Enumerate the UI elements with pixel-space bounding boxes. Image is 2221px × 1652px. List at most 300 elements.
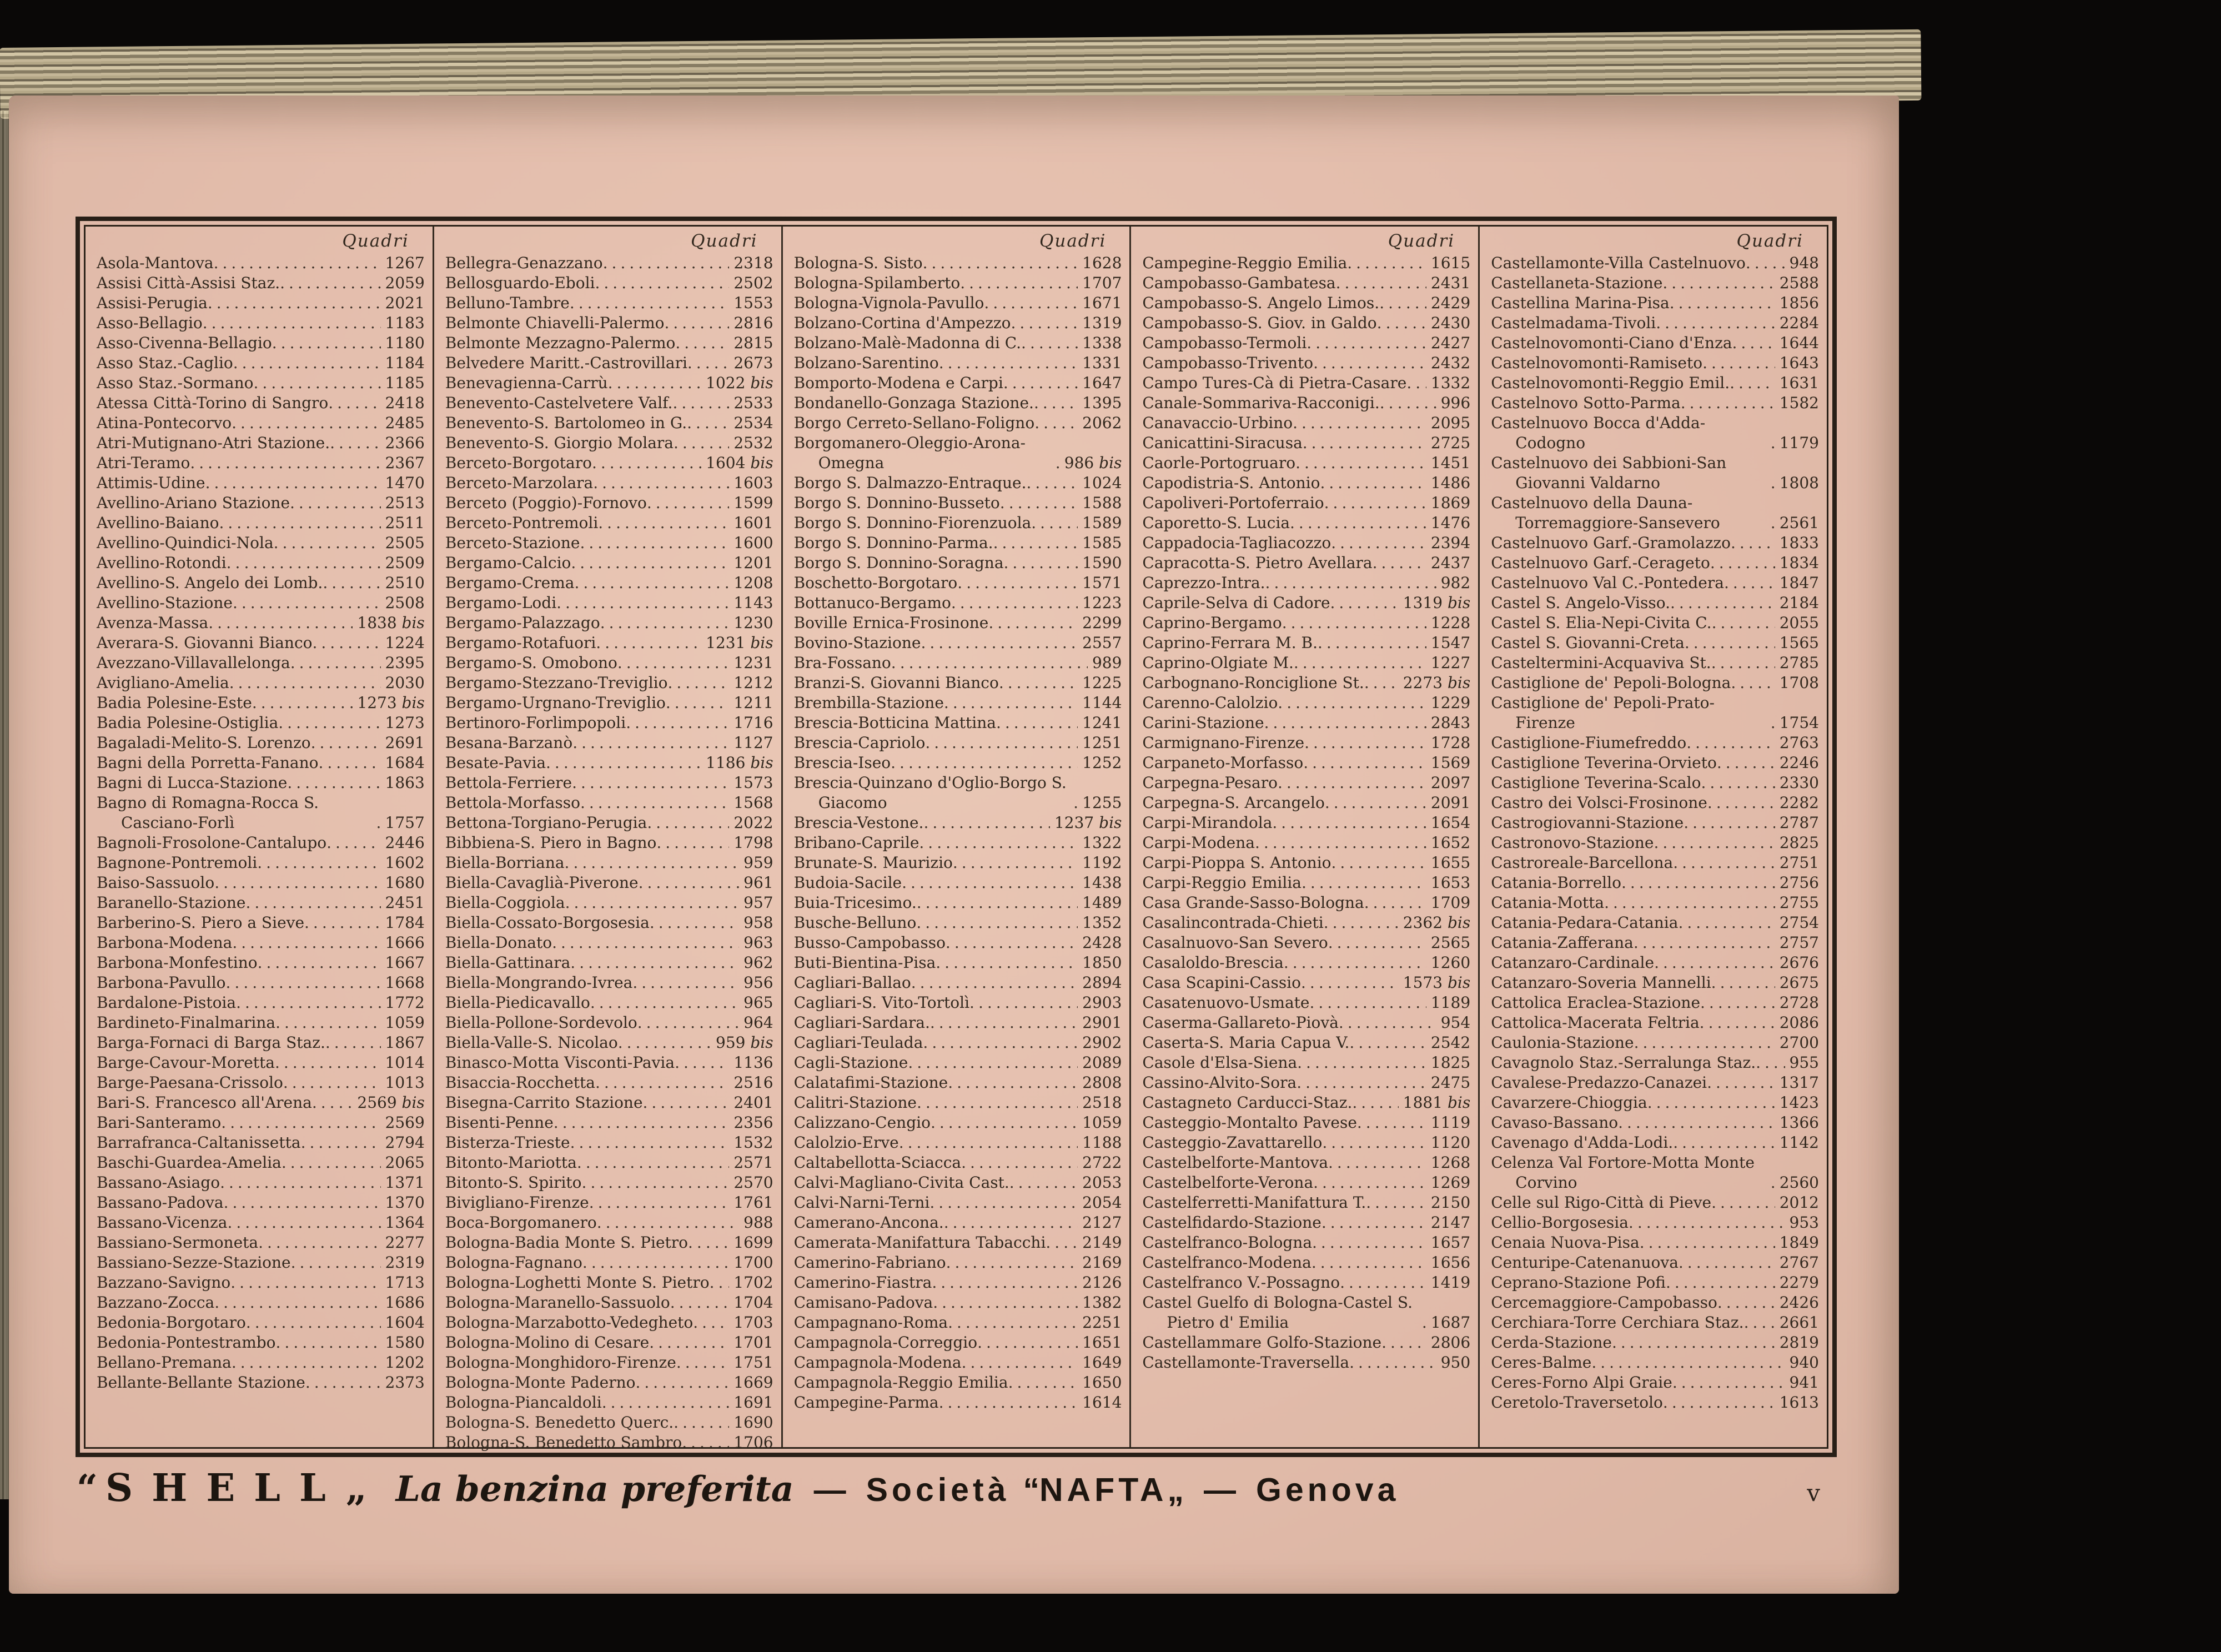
quadro-number: 1319 bis xyxy=(1403,594,1471,612)
route-name: Biella-Cavaglià-Piverone xyxy=(445,873,639,892)
dot-leader xyxy=(224,1193,381,1213)
route-name: Bardalone-Pistoia xyxy=(97,993,237,1012)
quadro-number: 1120 xyxy=(1430,1133,1471,1152)
index-row xyxy=(1491,253,1819,273)
index-row xyxy=(445,973,773,993)
route-name: Brescia-Iseo xyxy=(793,754,891,772)
index-row xyxy=(445,1313,773,1333)
index-row xyxy=(97,413,425,433)
quadro-number: 2532 xyxy=(733,434,773,452)
dot-leader xyxy=(1322,1133,1426,1153)
quadro-number: 955 xyxy=(1789,1053,1819,1072)
route-name: Bergamo-Rotafuori xyxy=(445,634,596,652)
dot-leader xyxy=(1056,453,1060,473)
index-row xyxy=(97,533,425,553)
dot-leader xyxy=(565,893,740,913)
quadro-number: 963 xyxy=(743,933,773,952)
dot-leader xyxy=(1685,633,1775,653)
dot-leader xyxy=(582,1173,730,1193)
quadro-number: 2794 xyxy=(385,1133,425,1152)
index-column-4 xyxy=(1131,227,1480,1447)
dot-leader xyxy=(1654,953,1775,973)
route-name: Bazzano-Zocca xyxy=(97,1293,215,1312)
quadro-number: 1713 xyxy=(385,1273,425,1292)
dot-leader xyxy=(233,353,381,373)
index-row xyxy=(97,393,425,413)
index-row xyxy=(445,833,773,853)
dot-leader xyxy=(1621,873,1775,893)
index-row xyxy=(1491,1313,1819,1333)
route-name: Campobasso-S. Giov. in Galdo xyxy=(1142,314,1377,332)
index-row xyxy=(1491,1033,1819,1053)
quadro-number: 2401 xyxy=(733,1093,773,1112)
index-row xyxy=(1491,753,1819,773)
route-name: Avigliano-Amelia xyxy=(97,674,229,692)
dot-leader xyxy=(1004,553,1078,573)
quadro-number: 1655 xyxy=(1430,853,1471,872)
dot-leader xyxy=(672,393,729,413)
quadro-number: 961 xyxy=(743,873,773,892)
index-row xyxy=(794,853,1122,873)
index-row xyxy=(1491,1333,1819,1353)
index-row xyxy=(1142,593,1470,613)
route-name: Borgomanero-Oleggio-Arona-Omegna xyxy=(793,434,1026,472)
dot-leader xyxy=(1756,1053,1785,1073)
route-name: Catanzaro-Cardinale xyxy=(1491,953,1655,972)
quadro-number: 2700 xyxy=(1779,1033,1819,1052)
dot-leader xyxy=(1640,1233,1775,1253)
quadro-number: 1332 xyxy=(1430,374,1471,392)
route-name: Bergamo-Lodi xyxy=(445,594,557,612)
index-row xyxy=(445,713,773,733)
dot-leader xyxy=(376,813,381,833)
column-header-quadri: Quadri xyxy=(1039,231,1107,251)
index-row xyxy=(1491,1273,1819,1293)
dot-leader xyxy=(1707,1073,1775,1093)
dot-leader xyxy=(600,613,730,633)
page-signature-mark: v xyxy=(1807,1479,1820,1507)
route-name: Bitonto-Mariotta xyxy=(445,1153,577,1172)
route-name: Castelfidardo-Stazione xyxy=(1142,1213,1321,1232)
dot-leader xyxy=(305,1373,381,1393)
index-row xyxy=(1142,1193,1470,1213)
index-row xyxy=(445,1233,773,1253)
ad-city-genova: Genova xyxy=(1255,1472,1400,1508)
quadro-number: 1438 xyxy=(1082,873,1122,892)
index-row xyxy=(1142,733,1470,753)
route-name: Castellamonte-Traversella xyxy=(1142,1353,1350,1372)
index-row xyxy=(1142,1073,1470,1093)
index-row xyxy=(1491,773,1819,793)
route-name: Bolzano-Malè-Madonna di C. xyxy=(793,334,1022,352)
quadro-number: 1186 bis xyxy=(706,754,773,772)
index-row xyxy=(794,1213,1122,1233)
dot-leader xyxy=(582,1253,729,1273)
dot-leader xyxy=(1357,1113,1426,1133)
dot-leader xyxy=(916,913,1078,933)
index-row xyxy=(1142,333,1470,353)
dot-leader xyxy=(330,433,380,453)
index-row xyxy=(1142,633,1470,653)
dot-leader xyxy=(944,693,1078,713)
dot-leader xyxy=(1331,533,1426,553)
quadro-number: 1208 xyxy=(733,574,773,592)
quadro-number: 1059 xyxy=(1082,1113,1122,1132)
quadro-number: 2785 xyxy=(1779,654,1819,672)
quadro-number: 2505 xyxy=(385,534,425,552)
dot-leader xyxy=(682,1433,729,1453)
column-header-quadri: Quadri xyxy=(342,231,409,251)
route-name: Boville Ernica-Frosinone xyxy=(793,614,989,632)
index-row xyxy=(1491,993,1819,1013)
route-name: Castellaneta-Stazione xyxy=(1491,274,1663,292)
route-name: Castagneto Carducci-Staz. xyxy=(1142,1093,1353,1112)
index-row xyxy=(1491,973,1819,993)
index-row xyxy=(445,1033,773,1053)
route-name: Casaloldo-Brescia xyxy=(1142,953,1284,972)
quadro-number: 1701 xyxy=(733,1333,773,1352)
route-name: Barberino-S. Piero a Sieve xyxy=(97,913,305,932)
quadro-number: 1268 xyxy=(1430,1153,1471,1172)
index-row xyxy=(97,253,425,273)
route-name: Castellina Marina-Pisa xyxy=(1491,294,1670,312)
quadro-number: 1703 xyxy=(733,1313,773,1332)
index-row xyxy=(97,1053,425,1073)
quadro-number: 1588 xyxy=(1082,494,1122,512)
quadro-number: 962 xyxy=(743,953,773,972)
index-row xyxy=(97,1173,425,1193)
quadro-number: 1628 xyxy=(1082,254,1122,272)
route-name: Campobasso-Gambatesa xyxy=(1142,274,1336,292)
route-name: Camerata-Manifattura Tabacchi xyxy=(793,1233,1046,1252)
route-name: Bellano-Premana xyxy=(97,1353,232,1372)
dot-leader xyxy=(278,713,380,733)
index-row xyxy=(97,1293,425,1313)
dot-leader xyxy=(1618,1113,1775,1133)
quadro-number: 1022 bis xyxy=(706,374,773,392)
route-name: Castellamonte-Villa Castelnuovo xyxy=(1491,254,1746,272)
route-name: Castelfranco-Bologna xyxy=(1142,1233,1313,1252)
route-name: Bassano-Asiago xyxy=(97,1173,220,1192)
index-row xyxy=(794,513,1122,533)
index-row xyxy=(1142,933,1470,953)
quadro-number: 2557 xyxy=(1082,634,1122,652)
index-row xyxy=(445,1273,773,1293)
route-name: Castelbelforte-Mantova xyxy=(1142,1153,1329,1172)
ad-tagline: La benzina preferita xyxy=(395,1468,794,1509)
index-row xyxy=(1491,1053,1819,1073)
route-name: Bedonia-Borgotaro xyxy=(97,1313,246,1332)
route-name: Campo Tures-Cà di Pietra-Casare xyxy=(1142,374,1407,392)
quadro-number: 1706 xyxy=(733,1433,773,1452)
route-name: Campobasso-Termoli xyxy=(1142,334,1307,352)
quadro-number: 1808 xyxy=(1779,474,1819,492)
index-row xyxy=(1142,1273,1470,1293)
index-row xyxy=(445,613,773,633)
route-name: Ceprano-Stazione Pofi xyxy=(1491,1273,1666,1292)
index-row xyxy=(1491,1013,1819,1033)
dot-leader xyxy=(1381,1333,1426,1353)
route-name: Bergamo-S. Omobono xyxy=(445,654,617,672)
quadro-number: 1212 xyxy=(733,674,773,692)
index-row xyxy=(445,793,773,813)
route-name: Catania-Zafferana xyxy=(1491,933,1634,952)
route-name: Berceto (Poggio)-Fornovo xyxy=(445,494,647,512)
dot-leader xyxy=(1026,473,1078,493)
dot-leader xyxy=(1265,573,1436,593)
dot-leader xyxy=(595,1073,729,1093)
route-name: Averara-S. Giovanni Bianco xyxy=(97,634,313,652)
index-column-3 xyxy=(783,227,1132,1447)
route-name: Baiso-Sassuolo xyxy=(97,873,215,892)
route-name: Castronovo-Stazione xyxy=(1491,833,1654,852)
quadro-number: 1631 xyxy=(1779,374,1819,392)
dot-leader xyxy=(1684,813,1775,833)
route-name: Bardineto-Finalmarina xyxy=(97,1013,276,1032)
index-row xyxy=(445,1353,773,1373)
dot-leader xyxy=(220,1173,380,1193)
route-name: Borgo S. Donnino-Parma. xyxy=(793,534,993,552)
quadro-number: 2062 xyxy=(1082,414,1122,432)
quadro-number: 2330 xyxy=(1779,774,1819,792)
quadro-number: 1013 xyxy=(385,1073,425,1092)
dot-leader xyxy=(280,273,380,293)
dot-leader xyxy=(1304,733,1426,753)
quadro-number: 2059 xyxy=(385,274,425,292)
index-row xyxy=(794,553,1122,573)
route-name: Castel S. Giovanni-Creta xyxy=(1491,634,1685,652)
index-row xyxy=(1142,713,1470,733)
quadro-number: 2571 xyxy=(733,1153,773,1172)
index-row xyxy=(794,773,1122,813)
index-row xyxy=(445,1413,773,1433)
index-row xyxy=(97,873,425,893)
route-name: Capracotta-S. Pietro Avellara xyxy=(1142,554,1373,572)
dot-leader xyxy=(1284,953,1426,973)
dot-leader xyxy=(617,653,729,673)
index-column-2 xyxy=(434,227,783,1452)
quadro-number: 1757 xyxy=(385,814,425,832)
dot-leader xyxy=(1707,793,1775,813)
index-row xyxy=(97,1233,425,1253)
index-row xyxy=(1491,873,1819,893)
dot-leader xyxy=(1328,933,1426,953)
route-name: Cercemaggiore-Campobasso xyxy=(1491,1293,1717,1312)
route-name: Casteggio-Montalto Pavese xyxy=(1142,1113,1357,1132)
quadro-number: 2367 xyxy=(385,454,425,472)
quadro-number: 1230 xyxy=(733,614,773,632)
route-name: Cagliari-Sardara. xyxy=(793,1013,930,1032)
quadro-number: 2149 xyxy=(1082,1233,1122,1252)
dot-leader xyxy=(923,1033,1078,1053)
quadro-number: 2053 xyxy=(1082,1173,1122,1192)
quadro-number: 1653 xyxy=(1430,873,1471,892)
dot-leader xyxy=(1364,673,1399,693)
dot-leader xyxy=(1339,1013,1436,1033)
dot-leader xyxy=(602,1393,730,1413)
index-row xyxy=(1142,453,1470,473)
quadro-number: 2787 xyxy=(1779,814,1819,832)
route-name: Cassino-Alvito-Sora xyxy=(1142,1073,1297,1092)
route-name: Casole d'Elsa-Siena xyxy=(1142,1053,1298,1072)
index-row xyxy=(97,1333,425,1353)
route-name: Brunate-S. Maurizio xyxy=(793,853,953,872)
route-name: Campegine-Parma xyxy=(793,1393,939,1412)
quadro-number: 1599 xyxy=(733,494,773,512)
quadro-number: 2816 xyxy=(733,314,773,332)
route-name: Catania-Pedara-Catania xyxy=(1491,913,1679,932)
dot-leader xyxy=(1656,313,1775,333)
dot-leader xyxy=(1771,1173,1775,1193)
quadro-number: 1580 xyxy=(385,1333,425,1352)
quadro-number: 1603 xyxy=(733,474,773,492)
dot-leader xyxy=(637,1013,739,1033)
quadro-number: 1189 xyxy=(1430,993,1471,1012)
index-row xyxy=(794,673,1122,693)
dot-leader xyxy=(670,1293,730,1313)
dot-leader xyxy=(1647,1093,1775,1113)
quadro-number: 959 xyxy=(743,853,773,872)
index-row xyxy=(1142,373,1470,393)
quadro-number: 1201 xyxy=(733,554,773,572)
quadro-number: 2284 xyxy=(1779,314,1819,332)
index-row xyxy=(445,553,773,573)
quadro-number: 1709 xyxy=(1430,893,1471,912)
dot-leader xyxy=(902,873,1078,893)
route-name: Avellino-S. Angelo dei Lomb. xyxy=(97,574,323,592)
dot-leader xyxy=(1710,553,1775,573)
dot-leader xyxy=(590,993,739,1013)
dot-leader xyxy=(1364,893,1426,913)
index-row xyxy=(445,1013,773,1033)
dot-leader xyxy=(318,753,380,773)
route-name: Casa Scapini-Cassio xyxy=(1142,973,1302,992)
dot-leader xyxy=(1313,1173,1426,1193)
route-name: Ceretolo-Traversetolo xyxy=(1491,1393,1663,1412)
dot-leader xyxy=(1264,713,1426,733)
dot-leader xyxy=(1634,1033,1775,1053)
index-row xyxy=(1142,1093,1470,1113)
route-name: Bergamo-Stezzano-Treviglio xyxy=(445,674,668,692)
dot-leader xyxy=(190,453,380,473)
dot-leader xyxy=(232,413,380,433)
dot-leader xyxy=(227,1213,380,1233)
dot-leader xyxy=(227,553,381,573)
quadro-number: 1486 xyxy=(1430,474,1471,492)
ad-company-close-quote: „ xyxy=(1167,1472,1184,1508)
route-name: Carpi-Pioppa S. Antonio xyxy=(1142,853,1331,872)
route-name: Catanzaro-Soveria Mannelli xyxy=(1491,973,1711,992)
quadro-number: 1059 xyxy=(385,1013,425,1032)
index-row xyxy=(794,1253,1122,1273)
quadro-number: 1573 bis xyxy=(1403,973,1471,992)
dot-leader xyxy=(214,873,380,893)
dot-leader xyxy=(1711,973,1775,993)
dot-leader xyxy=(1744,1313,1775,1333)
index-row xyxy=(97,1013,425,1033)
index-row xyxy=(97,753,425,773)
quadro-number: 1532 xyxy=(733,1133,773,1152)
dot-leader xyxy=(666,693,729,713)
route-name: Catania-Borrello xyxy=(1491,873,1621,892)
quadro-number: 989 xyxy=(1092,654,1122,672)
dot-leader xyxy=(1073,793,1078,813)
route-name: Carenno-Calolzio xyxy=(1142,694,1278,712)
index-row xyxy=(1142,513,1470,533)
index-row xyxy=(1142,753,1470,773)
index-row xyxy=(1142,993,1470,1013)
route-name: Catania-Motta xyxy=(1491,893,1605,912)
quadro-number: 1227 xyxy=(1430,654,1471,672)
route-name: Brescia-Botticina Mattina xyxy=(793,714,996,732)
quadro-number: 2318 xyxy=(733,254,773,272)
quadro-number: 2508 xyxy=(385,594,425,612)
index-row xyxy=(445,253,773,273)
index-row xyxy=(445,1133,773,1153)
route-name: Assisi-Perugia xyxy=(97,294,208,312)
quadro-number: 1553 xyxy=(733,294,773,312)
dot-leader xyxy=(1666,1273,1775,1293)
route-name: Castroreale-Barcellona xyxy=(1491,853,1674,872)
route-name: Campobasso-Trivento xyxy=(1142,354,1314,372)
quadro-number: 1476 xyxy=(1430,514,1471,532)
quadro-number: 950 xyxy=(1440,1353,1471,1372)
index-row xyxy=(1142,1353,1470,1373)
route-name: Caporetto-S. Lucia xyxy=(1142,514,1290,532)
index-row xyxy=(1491,1093,1819,1113)
quadro-number: 1798 xyxy=(733,833,773,852)
index-row xyxy=(445,653,773,673)
quadro-number: 2184 xyxy=(1779,594,1819,612)
route-name: Camerano-Ancona. xyxy=(793,1213,944,1232)
dot-leader xyxy=(1313,353,1426,373)
route-name: Borgo Cerreto-Sellano-Foligno xyxy=(793,414,1035,432)
dot-leader xyxy=(1301,973,1399,993)
dot-leader xyxy=(939,1393,1078,1413)
dot-leader xyxy=(275,1013,380,1033)
dot-leader xyxy=(1324,493,1426,513)
index-row xyxy=(1142,1133,1470,1153)
route-name: Bologna-Monghidoro-Firenze xyxy=(445,1353,676,1372)
dot-leader xyxy=(1701,773,1775,793)
index-row xyxy=(1491,633,1819,653)
route-name: Bribano-Caprile xyxy=(793,833,919,852)
dot-leader xyxy=(1711,653,1775,673)
index-row xyxy=(445,373,773,393)
quadro-number: 1547 xyxy=(1430,634,1471,652)
route-name: Carpegna-Pesaro xyxy=(1142,774,1278,792)
quadro-number: 2169 xyxy=(1082,1253,1122,1272)
quadro-number: 1643 xyxy=(1779,354,1819,372)
index-row xyxy=(445,353,773,373)
route-name: Bagni di Lucca-Stazione xyxy=(97,774,288,792)
quadro-number: 2065 xyxy=(385,1153,425,1172)
dot-leader xyxy=(1011,313,1078,333)
index-row xyxy=(1491,1233,1819,1253)
index-row xyxy=(445,313,773,333)
index-row xyxy=(1491,1353,1819,1373)
route-name: Caprile-Selva di Cadore xyxy=(1142,594,1330,612)
dot-leader xyxy=(1034,413,1078,433)
quadro-number: 1183 xyxy=(385,314,425,332)
quadro-number: 1684 xyxy=(385,754,425,772)
index-row xyxy=(445,1093,773,1113)
dot-leader xyxy=(221,1113,380,1133)
dot-leader xyxy=(667,673,729,693)
index-row xyxy=(1491,1133,1819,1153)
quadro-number: 2127 xyxy=(1082,1213,1122,1232)
ad-close-quote: „ xyxy=(345,1467,367,1510)
